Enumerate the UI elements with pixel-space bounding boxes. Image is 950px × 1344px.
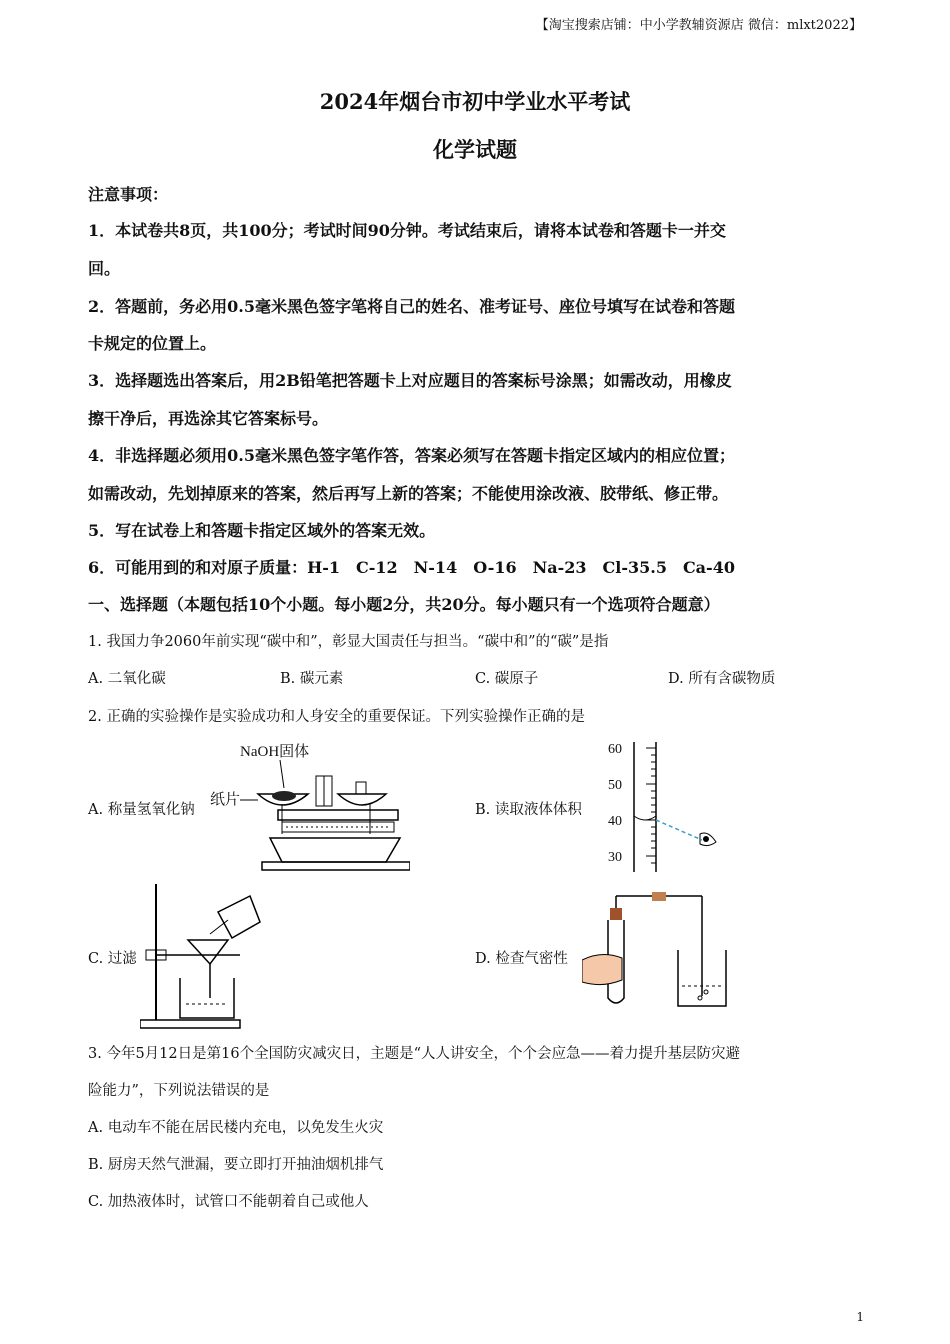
q3-option-b: B. 厨房天然气泄漏，要立即打开抽油烟机排气 <box>88 1157 384 1173</box>
filtration-figure <box>140 880 270 1030</box>
q3-option-a: A. 电动车不能在居民楼内充电，以免发生火灾 <box>88 1120 384 1136</box>
q2-option-d: D. 检查气密性 <box>475 951 568 967</box>
q1-option-c: C. 碳原子 <box>475 671 539 687</box>
cylinder-drawing <box>620 742 730 877</box>
q3-stem-line2: 险能力”，下列说法错误的是 <box>88 1083 270 1099</box>
q2-option-a: A. 称量氢氧化钠 <box>88 802 195 818</box>
cylinder-figure <box>608 742 730 877</box>
section-heading: 一、选择题（本题包括10个小题。每小题2分，共20分。每小题只有一个选项符合题意） <box>88 595 720 614</box>
paper-label: 纸片 <box>210 792 241 808</box>
tick-50: 50 <box>608 778 622 793</box>
q2-option-c: C. 过滤 <box>88 951 137 967</box>
notice-2-line1: 2．答题前，务必用0.5毫米黑色签字笔将自己的姓名、准考证号、座位号填写在试卷和答题 <box>88 297 735 316</box>
q1-stem: 1. 我国力争2060年前实现“碳中和”，彰显大国责任与担当。“碳中和”的“碳”是指 <box>88 634 609 650</box>
notice-4-line2: 如需改动，先划掉原来的答案，然后再写上新的答案；不能使用涂改液、胶带纸、修正带。 <box>88 484 729 503</box>
header-note: 【淘宝搜索店铺：中小学教辅资源店 微信：mlxt2022】 <box>535 18 862 33</box>
page-number: 1 <box>856 1310 864 1324</box>
q3-option-c: C. 加热液体时，试管口不能朝着自己或他人 <box>88 1194 369 1210</box>
notice-6: 6．可能用到的和对原子质量：H-1 C-12 N-14 O-16 Na-23 Cl-35.5 Ca-40 <box>88 558 735 577</box>
q3-stem-line1: 3. 今年5月12日是第16个全国防灾减灾日，主题是“人人讲安全，个个会应急——着力提升基层防灾避 <box>88 1046 740 1062</box>
q2-option-b: B. 读取液体体积 <box>475 802 582 818</box>
notice-4-line1: 4．非选择题必须用0.5毫米黑色签字笔作答，答案必须写在答题卡指定区域内的相应位置； <box>88 446 735 465</box>
q1-option-d: D. 所有含碳物质 <box>668 671 776 687</box>
airtight-figure <box>582 888 732 1018</box>
exam-title: 2024年烟台市初中学业水平考试 <box>319 89 631 114</box>
airtight-drawing <box>582 888 732 1018</box>
q1-option-a: A. 二氧化碳 <box>88 671 166 687</box>
tick-60: 60 <box>608 742 622 757</box>
notice-3-line2: 擦干净后，再选涂其它答案标号。 <box>88 409 329 428</box>
q2-stem: 2. 正确的实验操作是实验成功和人身安全的重要保证。下列实验操作正确的是 <box>88 709 585 725</box>
q1-option-b: B. 碳元素 <box>280 671 344 687</box>
balance-figure <box>210 738 410 878</box>
notice-heading: 注意事项： <box>88 185 169 204</box>
balance-drawing <box>210 738 410 878</box>
exam-subtitle: 化学试题 <box>433 137 517 162</box>
notice-1-line1: 1．本试卷共8页，共100分；考试时间90分钟。考试结束后，请将本试卷和答题卡一并交 <box>88 221 726 240</box>
naoh-label: NaOH固体 <box>240 744 310 760</box>
notice-3-line1: 3．选择题选出答案后，用2B铅笔把答题卡上对应题目的答案标号涂黑；如需改动，用橡皮 <box>88 371 732 390</box>
notice-2-line2: 卡规定的位置上。 <box>88 334 217 353</box>
notice-5: 5．写在试卷上和答题卡指定区域外的答案无效。 <box>88 521 436 540</box>
tick-40: 40 <box>608 814 622 829</box>
filtration-drawing <box>140 880 270 1030</box>
notice-1-line2: 回。 <box>88 259 121 278</box>
tick-30: 30 <box>608 850 622 865</box>
